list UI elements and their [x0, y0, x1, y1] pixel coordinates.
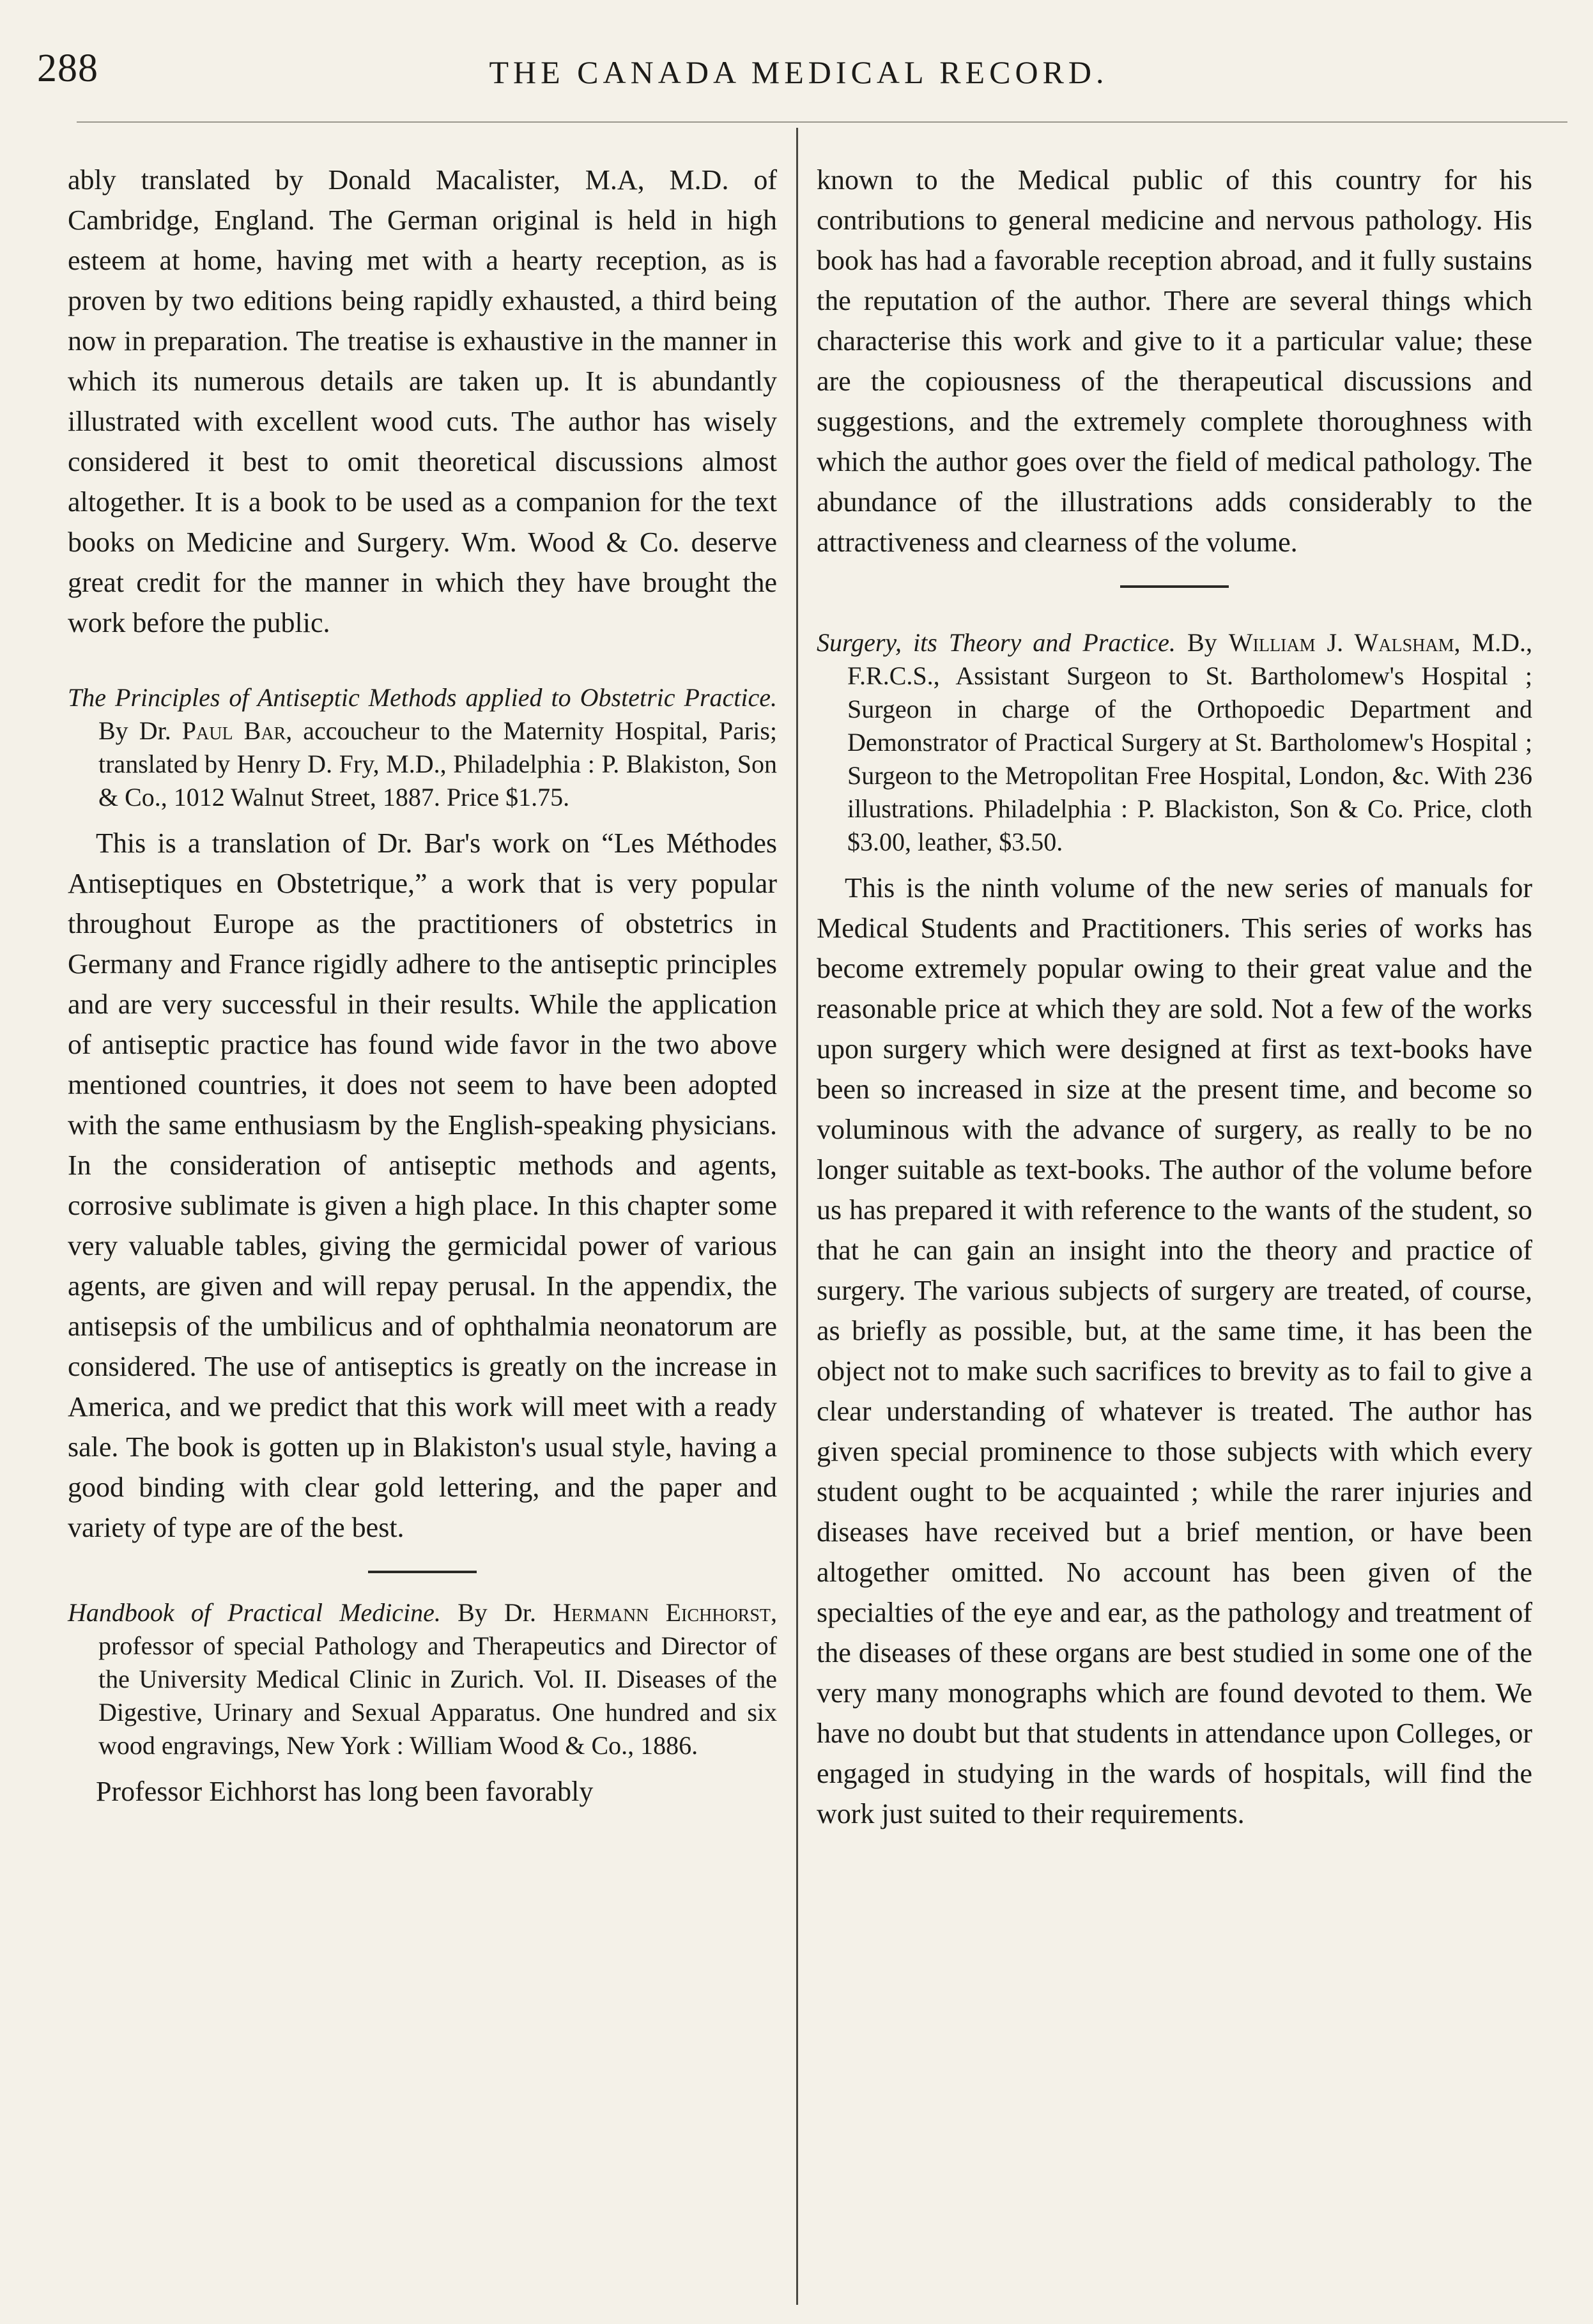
left-column [68, 160, 777, 1812]
author-name: William J. Walsham [1228, 628, 1454, 657]
spacer [817, 588, 1532, 626]
author-name: Hermann Eichhorst [553, 1598, 771, 1627]
book-details: , professor of special Pathology and Therapeutics and Director of the University Medical Clinic in Zurich. Vol. II. Diseases of the Digestive, Urinary and Sexual Apparatus. One hundred and six wood engravings, New York : William Wood & Co., 1886. [98, 1598, 778, 1760]
right-column [817, 160, 1532, 1834]
column-divider [796, 128, 798, 2305]
header-rule [77, 121, 1567, 123]
spacer [68, 1548, 777, 1571]
author-name: Paul Bar [181, 716, 286, 745]
book-details: , M.D., F.R.C.S., Assistant Surgeon to St. Bartholomew's Hospital ; Surgeon in charge of the Orthopoedic Department and Demonstrator of Practical Surgery at St. Bartholomew's Hospital ; Surgeon to the Metropolitan Free Hospital, London, &c. With 236 illustrations. Philadelphia : P. Blackiston, Son & Co. Price, cloth $3.00, leather, $3.50. [847, 628, 1533, 856]
continued-paragraph: ably translated by Donald Macalister, M.A, M.D. of Cambridge, England. The German original is held in high esteem at home, having met with a hearty reception, as is proven by two editions being rapidly exhausted, a third being now in preparation. The treatise is exhaustive in the manner in which its numerous details are taken up. It is abundantly illustrated with excellent wood cuts. The author has wisely considered it best to omit theoretical discussions almost altogether. It is a book to be used as a companion for the text books on Medicine and Surgery. Wm. Wood & Co. deserve great credit for the manner in which they have brought the work before the public. [68, 164, 777, 638]
book-title: The Principles of Antiseptic Methods applied to Obstetric Practice. [68, 683, 777, 712]
by-label: By [1187, 628, 1217, 657]
book-title: Handbook of Practical Medicine. [68, 1598, 441, 1627]
book-title: Surgery, its Theory and Practice. [817, 628, 1176, 657]
spacer [817, 859, 1532, 868]
spacer [68, 1573, 777, 1596]
continued-paragraph: known to the Medical public of this country for his contributions to general medicine and nervous pathology. His book has had a favorable reception abroad, and it fully sustains the reputation of the author. There are several things which characterise this work and give to it a particular value; these are the copiousness of the therapeutical discussions and suggestions, and the extremely complete thoroughness with which the author goes over the field of medical pathology. The abundance of the illustrations adds considerably to the attractiveness and clearness of the volume. [817, 164, 1532, 558]
review-heading-practical-medicine [68, 1596, 777, 1762]
review-body-surgery: This is the ninth volume of the new series of manuals for Medical Students and Practitioners. This series of works has become extremely popular owing to their great value and the reasonable price at which they are sold. Not a few of the works upon surgery which were designed at first as text-books have been so increased in size at the present time, and become so voluminous with the advance of surgery, as really to be no longer suitable as text-books. The author of the volume before us has prepared it with reference to the wants of the student, so that he can gain an insight into the theory and practice of surgery. The various subjects of surgery are treated, of course, as briefly as possible, but, at the same time, it has been the object not to make such sacrifices to brevity as to fail to give a clear understanding of whatever is treated. The author has given special prominence to those subjects with which every student ought to be acquainted ; while the rarer injuries and diseases have received but a brief mention, or have been altogether omitted. No account has been given of the specialties of the eye and ear, as the pathology and treatment of the diseases of these organs are best studied in some one of the very many monographs which are found devoted to them. We have no doubt but that students in attendance upon Colleges, or engaged in studying in the wards of hospitals, will find the work just suited to their requirements. [817, 872, 1532, 1829]
spacer [68, 643, 777, 681]
review-body-practical-medicine: Professor Eichhorst has long been favorably [96, 1776, 594, 1807]
spacer [68, 814, 777, 823]
running-head: THE CANADA MEDICAL RECORD. [489, 54, 1109, 90]
review-body-antiseptic-methods: This is a translation of Dr. Bar's work on “Les Méthodes Antiseptiques en Obstetrique,” a work that is very popular throughout Europe as the practitioners of obstetrics in Germany and France rigidly adhere to the antiseptic principles and are very successful in their results. While the application of antiseptic practice has found wide favor in the two above mentioned countries, it does not seem to have been adopted with the same enthusiasm by the English-speaking physicians. In the consideration of antiseptic methods and agents, corrosive sublimate is given a high place. In this chapter some very valuable tables, giving the germicidal power of various agents, are given and will repay perusal. In the appendix, the antisepsis of the umbilicus and of ophthalmia neonatorum are considered. The use of antiseptics is greatly on the increase in America, and we predict that this work will meet with a ready sale. The book is gotten up in Blakiston's usual style, having a good binding with clear gold lettering, and the paper and variety of type are of the best. [68, 827, 777, 1543]
spacer [68, 1762, 777, 1771]
page-number: 288 [37, 47, 98, 90]
spacer [817, 562, 1532, 585]
by-label: By Dr. [458, 1598, 536, 1627]
review-heading-antiseptic-methods [68, 681, 777, 814]
book-details: , accoucheur to the Maternity Hospital, Paris; translated by Henry D. Fry, M.D., Philadelphia : P. Blakiston, Son & Co., 1012 Walnut Street, 1887. Price $1.75. [98, 716, 777, 812]
review-heading-surgery [817, 626, 1532, 859]
by-label: By Dr. [98, 716, 171, 745]
